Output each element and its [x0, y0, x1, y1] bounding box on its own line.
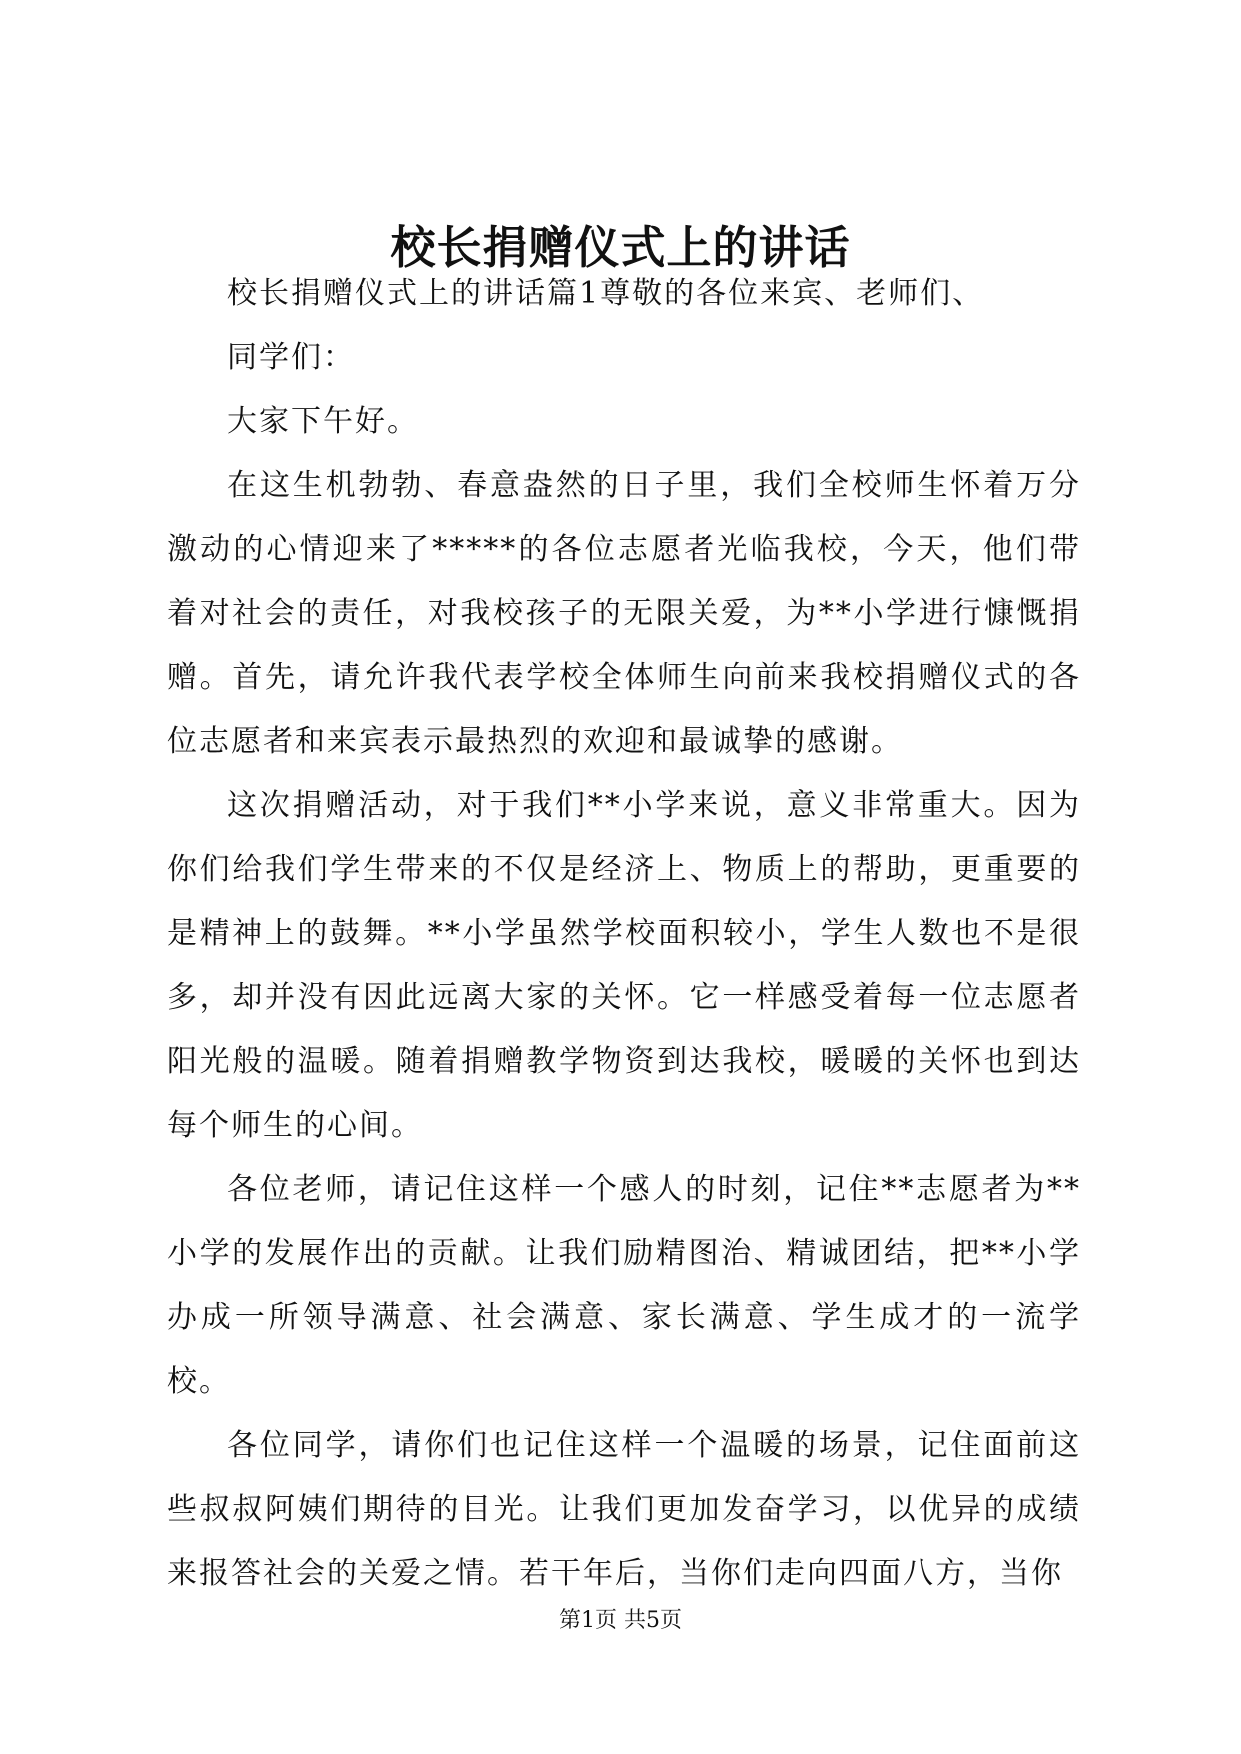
- paragraph-students: 各位同学，请你们也记住这样一个温暖的场景，记住面前这些叔叔阿姨们期待的目光。让我们更加发奋学习，以优异的成绩来报答社会的关爱之情。若干年后，当你们走向四面八方，当你: [167, 1428, 1081, 1591]
- document-title: 校长捐赠仪式上的讲话: [390, 221, 851, 274]
- paragraph-teachers: 各位老师，请记住这样一个感人的时刻，记住**志愿者为**小学的发展作出的贡献。让我们励精图治、精诚团结，把**小学办成一所领导满意、社会满意、家长满意、学生成才的一流学校。: [167, 1172, 1081, 1399]
- paragraph-significance: 这次捐赠活动，对于我们**小学来说，意义非常重大。因为你们给我们学生带来的不仅是经济上、物质上的帮助，更重要的是精神上的鼓舞。**小学虽然学校面积较小，学生人数也不是很多，却并没有因此远离大家的关怀。它一样感受着每一位志愿者阳光般的温暖。随着捐赠教学物资到达我校，暖暖的关怀也到达每个师生的心间。: [167, 788, 1081, 1143]
- paragraph-welcome: 在这生机勃勃、春意盎然的日子里，我们全校师生怀着万分激动的心情迎来了*****的各位志愿者光临我校，今天，他们带着对社会的责任，对我校孩子的无限关爱，为**小学进行慷慨捐赠。首先，请允许我代表学校全体师生向前来我校捐赠仪式的各位志愿者和来宾表示最热烈的欢迎和最诚挚的感谢。: [167, 468, 1081, 759]
- paragraph-salutation: 校长捐赠仪式上的讲话篇1尊敬的各位来宾、老师们、: [227, 276, 985, 311]
- document-body: [167, 262, 1081, 1606]
- paragraph-greeting: 大家下午好。: [227, 404, 419, 439]
- paragraph-salutation-continued: 同学们：: [227, 340, 355, 375]
- page-number-footer: 第1页 共5页: [559, 1608, 682, 1633]
